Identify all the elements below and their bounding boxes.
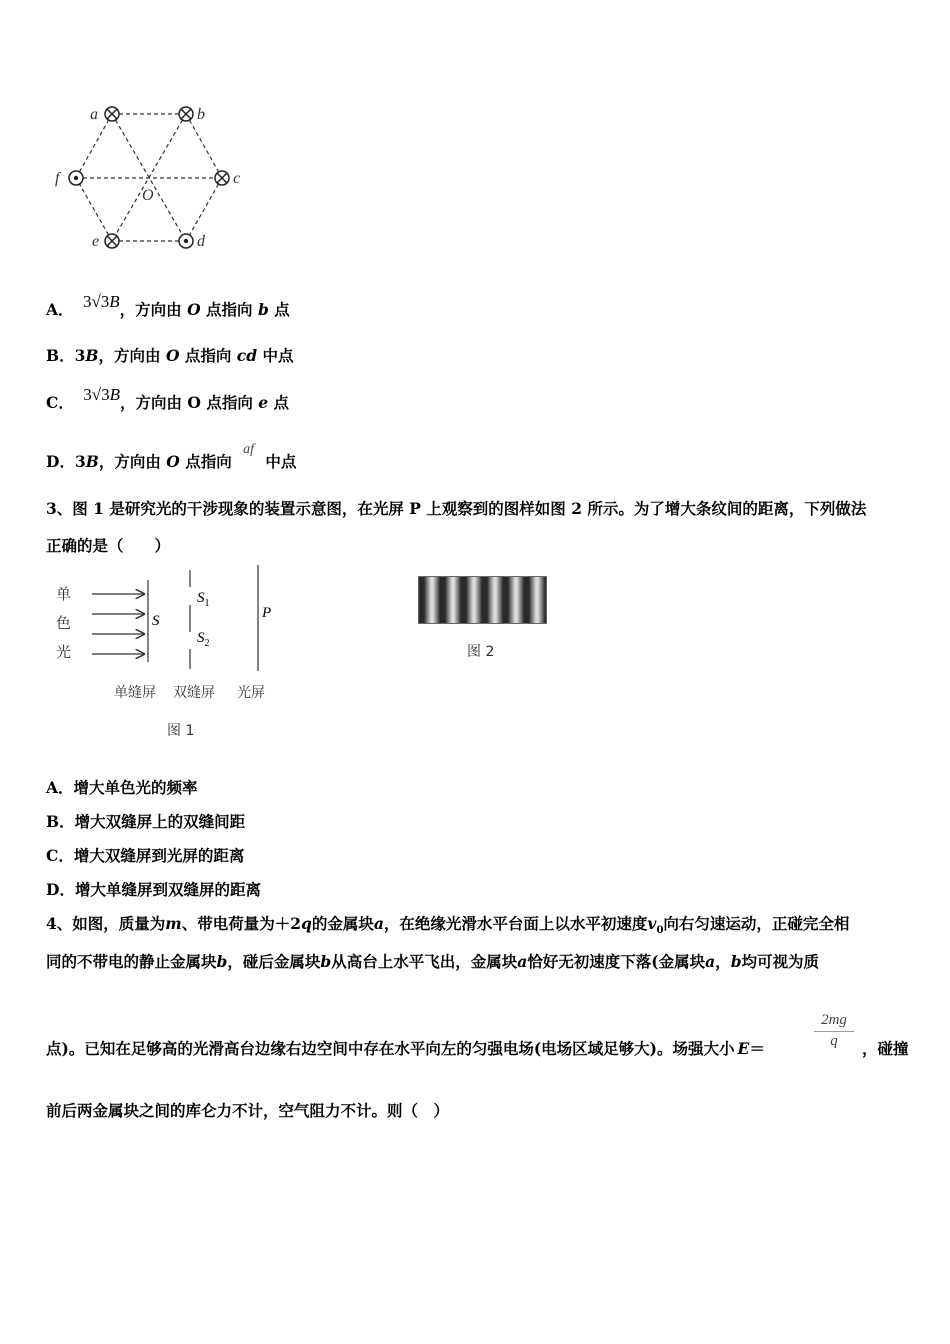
q2-option-d[interactable]: D．3B，方向由 O 点指向 af 中点 [46, 442, 297, 471]
q2-option-a[interactable]: A． 3√3B，方向由 O 点指向 b 点 [46, 292, 290, 319]
wire-b-into [179, 107, 193, 121]
label-b: b [197, 106, 205, 123]
fringe-pattern [418, 576, 547, 624]
wire-f-out [69, 171, 83, 185]
figure-2-caption: 图 2 [467, 644, 495, 660]
af-midpoint-label: af [243, 442, 255, 457]
label-f: f [55, 170, 60, 187]
edge-cd [186, 178, 222, 241]
label-s2: $S_2$ [197, 630, 210, 649]
label-light-screen: 光屏 [237, 685, 265, 701]
wire-e-into [105, 234, 119, 248]
label-c: c [233, 170, 241, 187]
q3-option-a[interactable]: A．增大单色光的频率 [46, 778, 198, 797]
q2-option-b[interactable]: B．3B，方向由 O 点指向 cd 中点 [46, 346, 294, 365]
q4-stem-line3-tail: ，碰撞 [862, 1039, 909, 1058]
hexagon-figure [50, 100, 250, 255]
q4-stem-line2: 同的不带电的静止金属块b，碰后金属块b从高台上水平飞出，金属块a恰好无初速度下落(金属块a，b均可视为质 [46, 952, 820, 971]
figure-1-caption: 图 1 [167, 723, 195, 739]
q4-stem-line1: 4、如图，质量为m、带电荷量为＋2q的金属块a，在绝缘光滑水平台面上以水平初速度$v_0$向右匀速运动，正碰完全相 [46, 914, 850, 937]
label-s: S [152, 613, 160, 629]
edge-ef [76, 178, 112, 241]
q4-stem-line4: 前后两金属块之间的库仑力不计，空气阻力不计。则（ ） [46, 1101, 450, 1120]
q3-option-d[interactable]: D．增大单缝屏到双缝屏的距离 [46, 880, 261, 899]
q3-stem-line1: 3、图 1 是研究光的干涉现象的装置示意图，在光屏 P 上观察到的图样如图 2 所示。为了增大条纹间的距离，下列做法 [46, 499, 867, 518]
q3-option-c[interactable]: C．增大双缝屏到光屏的距离 [46, 846, 245, 865]
fraction-numerator: 2mg [814, 1012, 854, 1032]
figure-1: 单 色 光 S $S_1$ $S_2$ P 单缝屏 双缝屏 光屏 图 1 [40, 565, 300, 745]
label-single-slit-screen: 单缝屏 [114, 685, 156, 701]
figure-2 [418, 576, 548, 666]
label-double-slit-screen: 双缝屏 [173, 685, 215, 701]
coef-3sqrt3: 3√3 [82, 292, 110, 311]
q4-stem-line3: 点)。已知在足够高的光滑高台边缘右边空间中存在水平向左的匀强电场(电场区域足够大)。场强大小 E＝ [46, 1039, 765, 1058]
wire-a-into [105, 107, 119, 121]
q2-option-c[interactable]: C． 3√3B，方向由 O 点指向 e 点 [46, 385, 290, 412]
wire-d-out [179, 234, 193, 248]
figure-1-drawing [40, 565, 300, 685]
wire-c-into [215, 171, 229, 185]
q3-stem-line2: 正确的是（ ） [46, 536, 171, 555]
label-s1: $S_1$ [197, 590, 210, 609]
q3-option-b[interactable]: B．增大双缝屏上的双缝间距 [46, 812, 246, 831]
label-d: d [197, 233, 205, 250]
label-p: P [262, 605, 272, 621]
field-fraction [814, 1012, 854, 1050]
edge-bc [186, 114, 222, 178]
label-O: O [142, 187, 154, 204]
label-a: a [90, 106, 98, 123]
label-e: e [92, 233, 100, 250]
edge-fa [76, 114, 112, 178]
fraction-denominator: q [830, 1033, 838, 1049]
